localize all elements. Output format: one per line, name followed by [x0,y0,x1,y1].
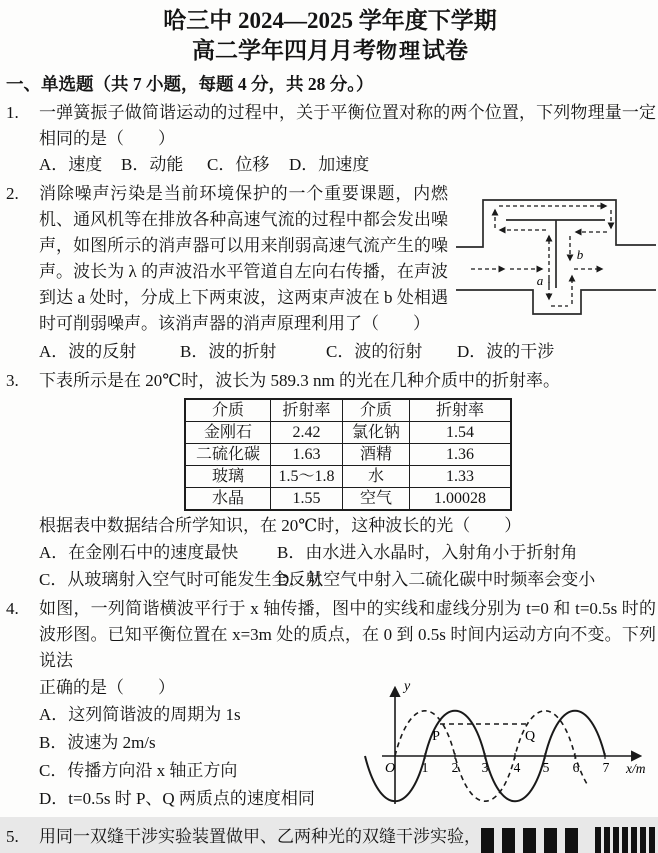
option-c: C．波的衍射 [326,342,423,361]
table-row [185,466,511,488]
question-number: 5. [6,827,19,846]
svg-text:7: 7 [602,760,610,775]
table-cell: 二硫化碳 [185,444,271,466]
question-text: 下表所示是在 20℃时，波长为 589.3 nm 的光在几种介质中的折射率。 [39,371,560,390]
question-followup: 根据表中数据结合所学知识，在 20℃时，这种波长的光（ ） [39,516,522,535]
muffler-diagram [456,183,656,327]
fringe-bar [649,827,655,853]
fringe-bar [613,827,619,853]
table-row [185,488,511,511]
question-text: 如图，一列简谐横波平行于 x 轴传播，图中的实线和虚线分别为 t=0 和 t=0.5s 时的波形图。已知平衡位置在 x=3m 处的质点，在 0 到 0.5s 时间内运动方向不变。下列说法 [39,599,656,670]
interference-fringes [481,824,655,853]
wave-graph [380,676,653,813]
pipe-outline [456,200,656,314]
question-2 [4,181,656,365]
option-a: A．在金刚石中的速度最快 [39,543,239,562]
origin-label: O [385,761,396,776]
column-header: 介质 [343,399,410,422]
column-header: 折射率 [271,399,343,422]
question-text: 消除噪声污染是当前环境保护的一个重要课题，内燃机、通风机等在排放各种高速气流的过程中都会发出噪声，如图所示的消声器可以用来削弱高速气流产生的噪声。波长为 λ 的声波沿水平管道自左向右传播，在声波到达 a 处时，分成上下两束波，这两束声波在 b 处相遇时可削弱噪声。该消声器的消声原理利用了（ ） [39,184,448,333]
fringe-pattern-narrow [595,827,655,853]
q4-options [39,701,380,813]
option-d: D．波的干涉 [457,342,555,361]
table-cell: 1.63 [271,444,343,466]
question-number: 3. [6,371,19,390]
question-number: 1. [6,103,19,122]
table-cell: 1.54 [410,422,512,444]
table-cell: 1.55 [271,488,343,511]
page-title [4,6,656,36]
table-header-row [185,399,511,422]
fringe-bar [640,827,646,853]
option-b: B．动能 [121,155,184,174]
fringe-bar [502,828,515,853]
svg-text:5: 5 [542,760,550,775]
option-c: C．传播方向沿 x 轴正方向 [39,761,238,780]
fringe-bar [565,828,578,853]
question-text: 一弹簧振子做简谐运动的过程中，关于平衡位置对称的两个位置，下列物理量一定相同的是（ ） [39,103,656,148]
question-stem: 正确的是（ ） [39,678,175,697]
fringe-bar [523,828,536,853]
fringe-bar [544,828,557,853]
q2-options [39,337,656,365]
table-cell: 1.5～1.8 [271,466,343,488]
svg-text:1: 1 [421,760,429,775]
fringe-bar [622,827,628,853]
table-cell: 1.36 [410,444,512,466]
fringe-bar [481,828,494,853]
option-c: C．位移 [207,155,270,174]
option-b: B．波速为 2m/s [39,733,156,752]
sound-path-arrows [471,206,611,306]
svg-text:2: 2 [451,760,459,775]
question-1 [4,100,656,178]
subject-label: 物理 [376,39,422,63]
question-4 [4,596,656,821]
table-cell: 空气 [343,488,410,511]
q3-options [39,539,656,593]
table-cell: 水晶 [185,488,271,511]
label-a: a [536,273,544,288]
table-cell: 玻璃 [185,466,271,488]
point-p-label: P [432,729,440,744]
fringe-pattern-wide [481,828,578,853]
option-d: D．从空气中射入二硫化碳中时频率会变小 [277,570,596,589]
question-text: 用同一双缝干涉实验装置做甲、乙两种光的双缝干涉实验， [39,827,481,846]
option-c: C．从玻璃射入空气时可能发生全反射 [39,570,323,589]
svg-text:3: 3 [481,760,489,775]
table-cell: 金刚石 [185,422,271,444]
fringe-bar [631,827,637,853]
option-d: D．t=0.5s 时 P、Q 两质点的速度相同 [39,789,315,808]
table-cell: 氯化钠 [343,422,410,444]
section-heading: 一、单选题（共 7 小题，每题 4 分，共 28 分。） [6,74,374,94]
column-header: 介质 [185,399,271,422]
refraction-table-body [185,422,511,511]
fringe-bar [604,827,610,853]
table-cell: 1.33 [410,466,512,488]
option-d: D．加速度 [289,155,370,174]
svg-text:4: 4 [513,760,521,775]
option-a: A．这列简谐波的周期为 1s [39,705,241,724]
option-a: A．速度 [39,155,103,174]
question-number: 2. [6,184,19,203]
page-subtitle: 高二学年四月月考物理试卷 [192,38,468,63]
refraction-table [184,398,512,511]
question-number: 4. [6,599,19,618]
column-header: 折射率 [410,399,512,422]
table-row [185,422,511,444]
table-cell: 酒精 [343,444,410,466]
table-cell: 1.00028 [410,488,512,511]
option-a: A．波的反射 [39,342,137,361]
question-3 [4,368,656,593]
x-axis-label: x/m [626,761,646,776]
svg-text:6: 6 [572,760,580,775]
option-b: B．波的折射 [180,342,277,361]
point-q-label: Q [524,729,536,744]
q1-options [39,152,656,178]
question-5 [4,824,656,853]
fringe-bar [595,827,601,853]
title-text: 哈三中 2024—2025 学年度下学期 [163,8,497,33]
label-b: b [576,247,584,262]
y-axis-label: y [404,679,411,694]
table-row [185,444,511,466]
option-b: B．由水进入水晶时，入射角小于折射角 [277,543,578,562]
table-cell: 2.42 [271,422,343,444]
table-cell: 水 [343,466,410,488]
